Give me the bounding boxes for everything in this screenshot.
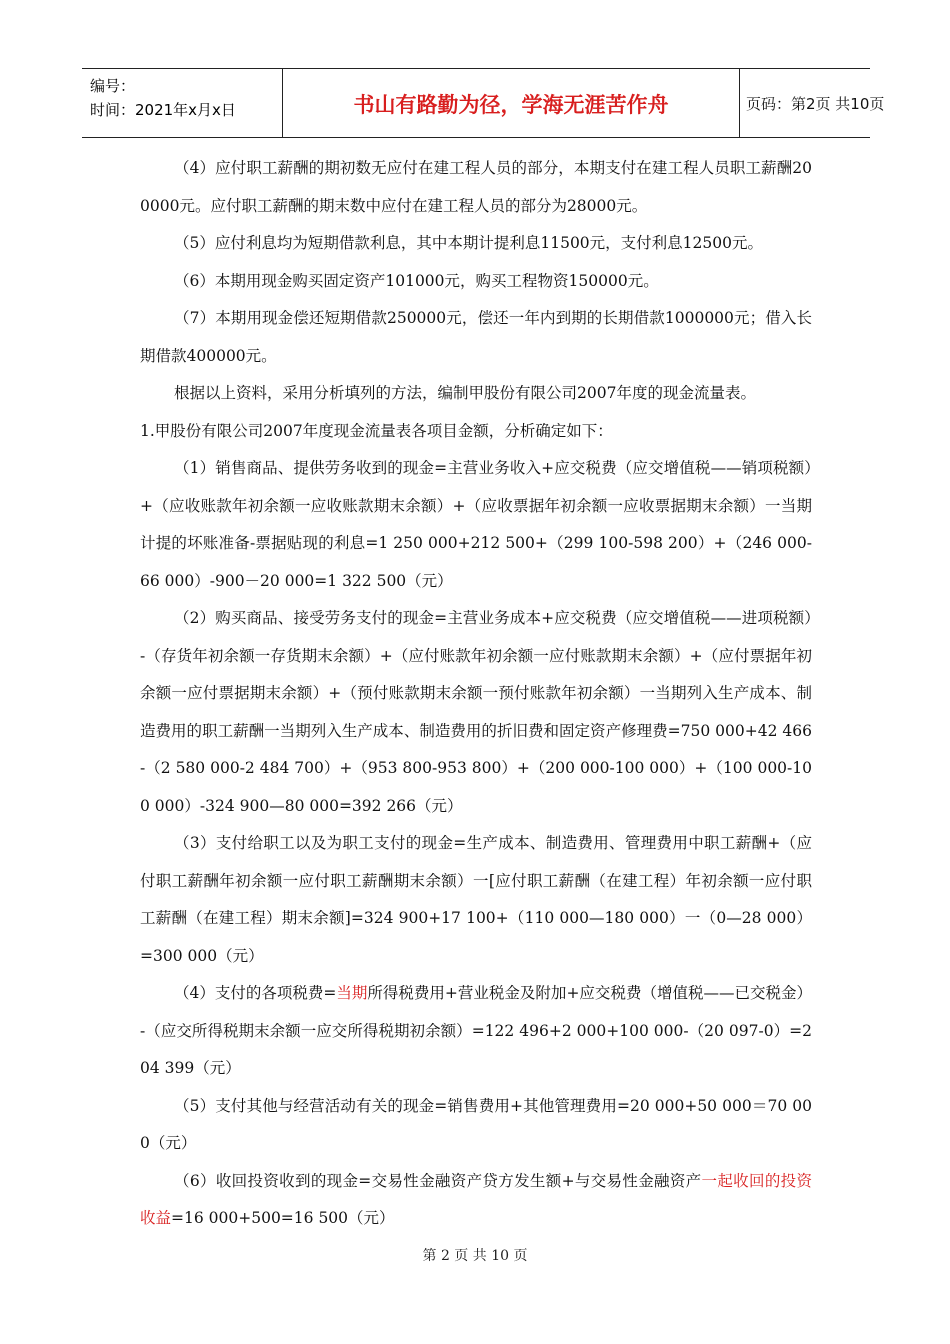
header-middle-cell: [283, 69, 740, 137]
paragraph-text: （2）购买商品、接受劳务支付的现金=主营业务成本+应交税费（应交增值税——进项税额）-（存货年初余额一存货期末余额）+（应付账款年初余额一应付账款期末余额）+（应付票据年初余额一应付票据期末余额）+（预付账款期末余额一预付账款年初余额）一当期列入生产成本、制造费用的职工薪酬一当期列入生产成本、制造费用的折旧费和固定资产修理费=750 000+42 466-（2 580 000-2 484 700）+（953 800-953 800）+（200 000-100 000）+（100 000-100 000）-324 900—80 000=392 266（元）: [140, 609, 812, 815]
page-header: [82, 68, 885, 138]
paragraph-text: （6）本期用现金购买固定资产101000元，购买工程物资150000元。: [174, 271, 659, 290]
body-paragraph: [140, 375, 812, 413]
body-paragraph: [140, 975, 812, 1088]
paragraph-text: （5）应付利息均为短期借款利息，其中本期计提利息11500元，支付利息12500元。: [174, 234, 763, 252]
paragraph-text: 根据以上资料，采用分析填列的方法，编制甲股份有限公司2007年度的现金流量表。: [174, 384, 756, 402]
body-paragraph: [140, 1088, 812, 1163]
document-number-label: 编号：: [90, 77, 136, 95]
body-paragraph: [140, 225, 812, 263]
body-paragraph: [140, 300, 812, 375]
paragraph-text: （3）支付给职工以及为职工支付的现金=生产成本、制造费用、管理费用中职工薪酬+（应付职工薪酬年初余额一应付职工薪酬期末余额）一[应付职工薪酬（在建工程）年初余额一应付职工薪酬（在建工程）期末余额]=324 900+17 100+（110 000—180 000）一（0—28 000）=300 000（元）: [140, 834, 812, 965]
paragraph-text: （4）支付的各项税费=: [174, 984, 337, 1002]
page-footer: 第 2 页 共 10 页: [422, 1248, 528, 1264]
header-left-cell: [82, 69, 283, 137]
paragraph-text: （5）支付其他与经营活动有关的现金=销售费用+其他管理费用=20 000+50 000＝70 000（元）: [140, 1096, 812, 1152]
body-paragraph: [140, 1163, 812, 1238]
paragraph-text: 1.甲股份有限公司2007年度现金流量表各项目金额，分析确定如下：: [140, 421, 613, 440]
paragraph-text: （7）本期用现金偿还短期借款250000元，偿还一年内到期的长期借款1000000元；借入长期借款400000元。: [140, 309, 812, 365]
body-paragraph: [140, 825, 812, 975]
document-date-label: 时间：2021年x月x日: [90, 101, 236, 119]
highlighted-text: 当期: [336, 984, 368, 1002]
body-paragraph: [140, 600, 812, 825]
body-paragraph: [140, 150, 812, 225]
paragraph-text: 所得税费用+营业税金及附加+应交税费（增值税——已交税金）-（应交所得税期末余额一应交所得税期初余额）=122 496+2 000+100 000-（20 097-0）=204 399（元）: [140, 984, 812, 1077]
paragraph-text: （1）销售商品、提供劳务收到的现金=主营业务收入+应交税费（应交增值税——销项税额）+（应收账款年初余额一应收账款期末余额）+（应收票据年初余额一应收票据期末余额）一当期计提的坏账准备-票据贴现的利息=1 250 000+212 500+（299 100-598 200）+（246 000-66 000）-900－20 000=1 322 500（元）: [140, 459, 812, 590]
header-motto: 书山有路勤为径，学海无涯苦作舟: [353, 93, 669, 117]
document-body: [140, 150, 812, 1238]
paragraph-text: （4）应付职工薪酬的期初数无应付在建工程人员的部分，本期支付在建工程人员职工薪酬200000元。应付职工薪酬的期末数中应付在建工程人员的部分为28000元。: [140, 159, 812, 215]
paragraph-text: =16 000+500=16 500（元）: [171, 1209, 395, 1227]
paragraph-text: （6）收回投资收到的现金=交易性金融资产贷方发生额+与交易性金融资产: [174, 1171, 702, 1190]
body-paragraph: [140, 450, 812, 600]
header-right-cell: [740, 69, 885, 137]
body-paragraph: [140, 263, 812, 301]
header-page-info: 页码：第2页 共10页: [746, 95, 885, 113]
body-paragraph: [140, 413, 812, 451]
highlighted-text: 一起收回的投资收益: [140, 1171, 812, 1227]
